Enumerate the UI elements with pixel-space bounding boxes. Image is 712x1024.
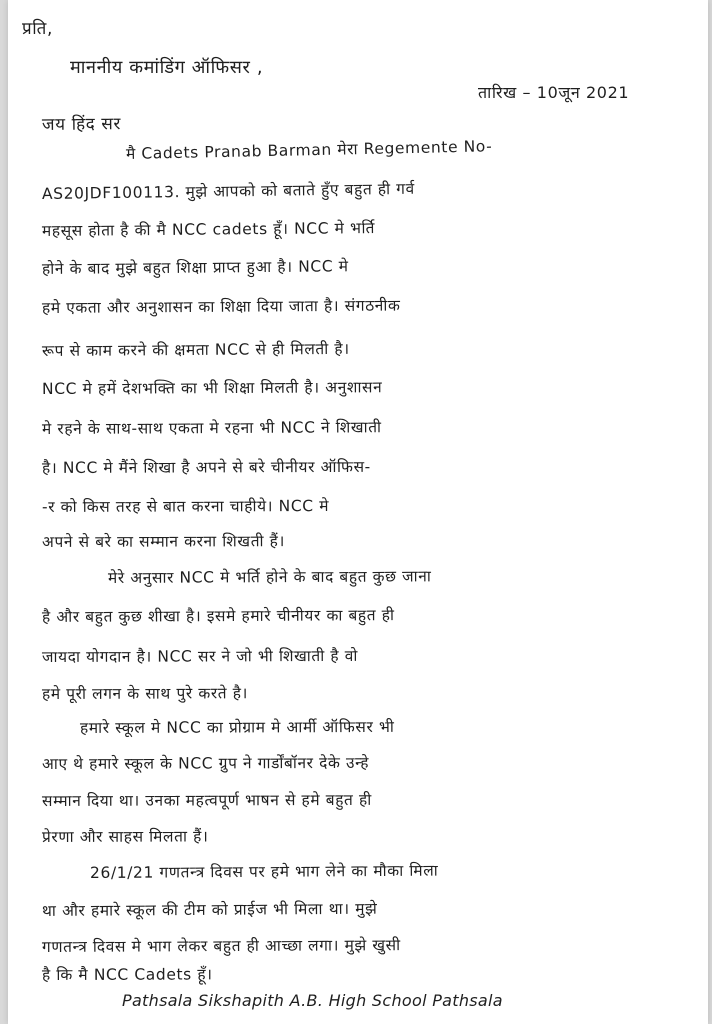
body-line: है और बहुत कुछ शीखा है। इसमे हमारे चीनीयर का बहुत ही [41, 606, 395, 626]
letter-page [8, 0, 708, 1024]
body-line: आए थे हमारे स्कूल के NCC ग्रुप ने गार्डोंबॉनर देके उन्हे [41, 753, 370, 773]
body-line: था और हमारे स्कूल की टीम को प्राईज भी मिला था। मुझे [41, 899, 378, 920]
body-line: मेरे अनुसार NCC मे भर्ति होने के बाद बहुत कुछ जाना [107, 567, 432, 587]
body-line: -र को किस तरह से बात करना चाहीये। NCC मे [41, 496, 330, 516]
body-line: है कि मै NCC Cadets हूँ। [41, 965, 213, 984]
body-line: गणतन्त्र दिवस मे भाग लेकर बहुत ही आच्छा लगा। मुझे खुसी [41, 936, 401, 956]
body-line: जायदा योगदान है। NCC सर ने जो भी शिखाती है वो [41, 646, 358, 666]
body-line: AS20JDF100113. मुझे आपको को बताते हुँए बहुत ही गर्व [41, 179, 415, 203]
body-line: मे रहने के साथ-साथ एकता मे रहना भी NCC ने शिखाती [41, 418, 382, 438]
body-line: प्रेरणा और साहस मिलता हैं। [41, 827, 209, 846]
body-line: मै Cadets Pranab Barman मेरा Regemente No- [125, 137, 493, 163]
body-line: है। NCC मे मैंने शिखा है अपने से बरे चीनीयर ऑफिस- [41, 457, 371, 477]
body-line: होने के बाद मुझे बहुत शिक्षा प्राप्त हुआ है। NCC मे [41, 257, 349, 278]
body-line: रूप से काम करने की क्षमता NCC से ही मिलती है। [41, 339, 350, 360]
body-line: महसूस होता है की मै NCC cadets हूँ। NCC मे भर्ति [41, 219, 376, 240]
greeting: जय हिंद सर [41, 114, 122, 135]
recipient-line: माननीय कमांडिंग ऑफिसर , [70, 57, 264, 78]
body-line: हमारे स्कूल मे NCC का प्रोग्राम मे आर्मी ऑफिसर भी [79, 717, 395, 737]
letter-date: तारिख – 10जून 2021 [478, 83, 630, 102]
body-line: अपने से बरे का सम्मान करना शिखती हैं। [41, 532, 286, 551]
salutation-to: प्रति, [22, 19, 53, 39]
body-line: हमे एकता और अनुशासन का शिक्षा दिया जाता है। संगठनीक [41, 296, 401, 317]
body-line: NCC मे हमें देशभक्ति का भी शिक्षा मिलती है। अनुशासन [41, 378, 383, 398]
body-line: हमे पूरी लगन के साथ पुरे करते है। [41, 684, 249, 703]
body-line: सम्मान दिया था। उनका महत्वपूर्ण भाषन से हमे बहुत ही [41, 790, 372, 810]
signature-school: Pathsala Sikshapith A.B. High School Pathsala [122, 991, 503, 1010]
body-line: 26/1/21 गणतन्त्र दिवस पर हमे भाग लेने का मौका मिला [89, 861, 439, 882]
